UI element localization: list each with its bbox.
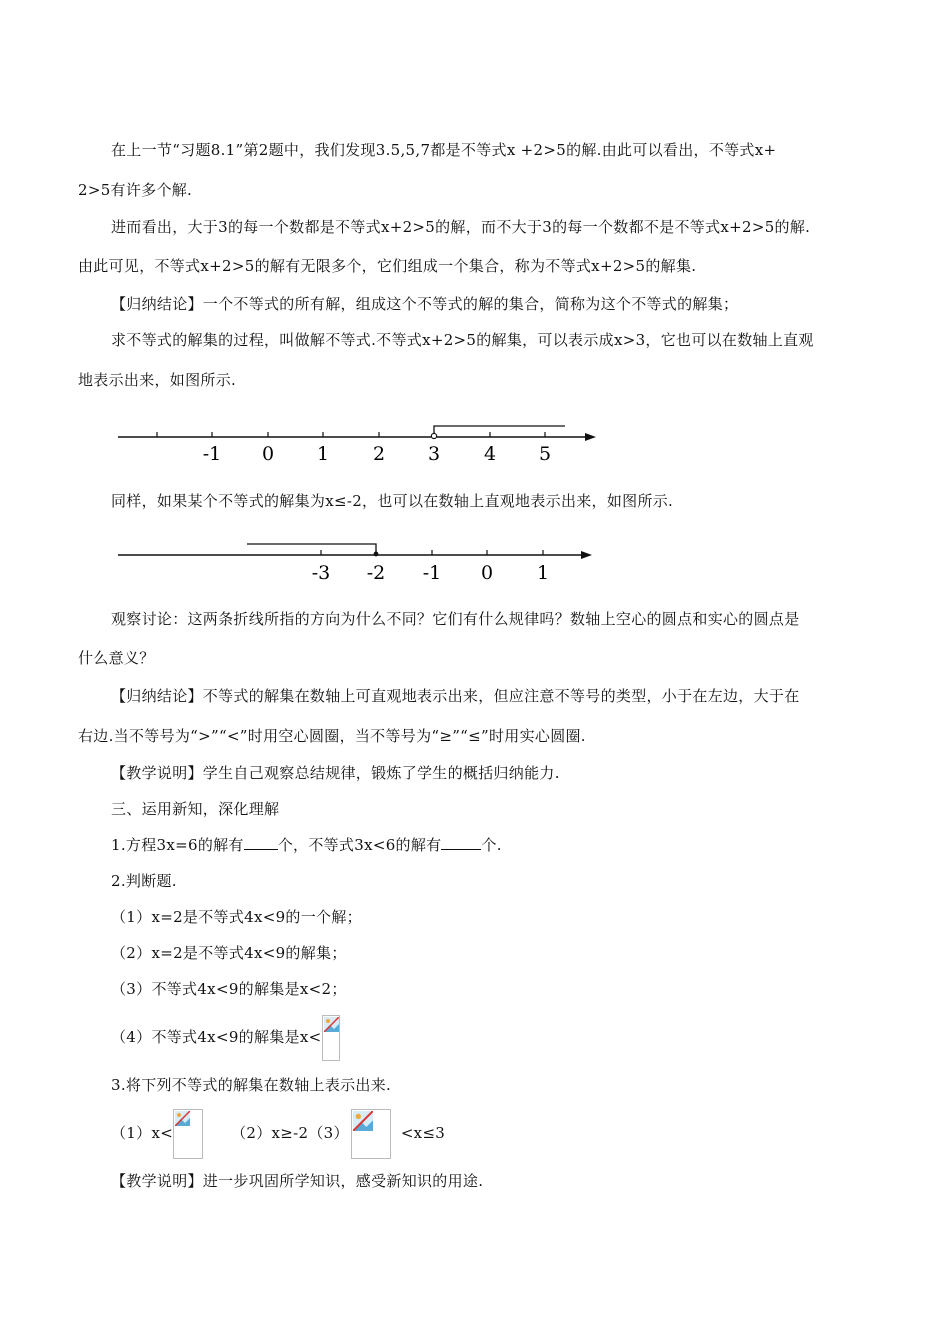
paragraph-6-line-1: 观察讨论：这两条折线所指的方向为什么不同？它们有什么规律吗？数轴上空心的圆点和实心的圆点是 [111,610,800,628]
tick-label: 0 [261,443,275,465]
paragraph-2-line-1: 进而看出，大于3的每一个数都是不等式x+2>5的解，而不大于3的每一个数都不是不等式x+2>5的解. [111,218,811,236]
answer-blank [244,835,278,850]
hollow-endpoint [431,433,436,438]
question-3-parts [111,1107,911,1159]
paragraph-4-line-1: 求不等式的解集的过程，叫做解不等式.不等式x+2>5的解集，可以表示成x>3，它也可以在数轴上直观 [111,331,814,349]
broken-image-icon [324,1017,339,1032]
answer-blank [441,835,481,850]
question-1-part-b: 个，不等式3x<6的解有 [277,836,442,854]
axis-arrow [585,433,596,441]
missing-fraction-image [173,1109,203,1159]
question-2-item-2: （2）x=2是不等式4x<9的解集； [111,944,347,962]
solution-bracket [247,544,376,552]
question-1-part-a: 1.方程3x=6的解有 [111,836,244,854]
tick-label: -3 [311,562,331,584]
question-3-title: 3.将下列不等式的解集在数轴上表示出来. [111,1076,392,1094]
tick-label: 0 [480,562,494,584]
tick-label: 1 [316,443,330,465]
missing-fraction-image [322,1015,340,1061]
conclusion-1: 【归纳结论】一个不等式的所有解，组成这个不等式的解的集合，简称为这个不等式的解集； [111,295,739,313]
question-2-item-3: （3）不等式4x<9的解集是x<2； [111,980,347,998]
paragraph-1-line-1: 在上一节“习题8.1”第2题中，我们发现3.5,5,7都是不等式x +2>5的解.由此可以看出，不等式x+ [111,141,777,159]
tick-label: 3 [427,443,441,465]
tick-label: -1 [422,562,442,584]
axis-arrow [581,551,592,559]
question-3-part-3: <x≤3 [400,1124,446,1142]
question-3-part-2: （2）x≥-2（3） [231,1124,349,1142]
paragraph-6-line-2: 什么意义？ [78,649,155,667]
conclusion-2-line-1: 【归纳结论】不等式的解集在数轴上可直观地表示出来，但应注意不等号的类型，小于在左边，大于在 [111,687,800,705]
question-1-part-c: 个. [481,836,502,854]
tick-label: 5 [538,443,552,465]
question-2-title: 2.判断题. [111,872,177,890]
question-2-item-1: （1）x=2是不等式4x<9的一个解； [111,908,362,926]
paragraph-5: 同样，如果某个不等式的解集为x≤-2，也可以在数轴上直观地表示出来，如图所示. [111,492,674,510]
question-1 [111,835,911,855]
tick-label: 1 [536,562,550,584]
broken-image-icon [353,1111,373,1131]
tick-label: -2 [366,562,386,584]
question-3-part-1: （1）x< [111,1124,174,1142]
section-heading: 三、运用新知，深化理解 [111,800,280,818]
tick-label: 4 [483,443,497,465]
question-2-item-4 [111,1012,911,1062]
broken-image-icon [175,1111,190,1126]
missing-fraction-image [351,1109,391,1159]
conclusion-2-line-2: 右边.当不等号为“>”“<”时用空心圆圈，当不等号为“≥”“≤”时用实心圆圈. [78,727,586,745]
teaching-note-2: 【教学说明】进一步巩固所学知识，感受新知识的用途. [111,1172,484,1190]
tick-label: -1 [202,443,222,465]
tick-label: 2 [372,443,386,465]
solid-endpoint [374,552,379,557]
paragraph-1-line-2: 2>5有许多个解. [78,181,193,199]
teaching-note-1: 【教学说明】学生自己观察总结规律，锻炼了学生的概括归纳能力. [111,764,560,782]
number-line-x-less-or-equal-minus-2 [110,533,610,588]
question-2-item-4-text: （4）不等式4x<9的解集是x< [111,1028,322,1046]
paragraph-2-line-2: 由此可见，不等式x+2>5的解有无限多个，它们组成一个集合，称为不等式x+2>5的解集. [78,257,697,275]
number-line-x-greater-than-3 [110,415,610,470]
paragraph-4-line-2: 地表示出来，如图所示. [78,371,237,389]
